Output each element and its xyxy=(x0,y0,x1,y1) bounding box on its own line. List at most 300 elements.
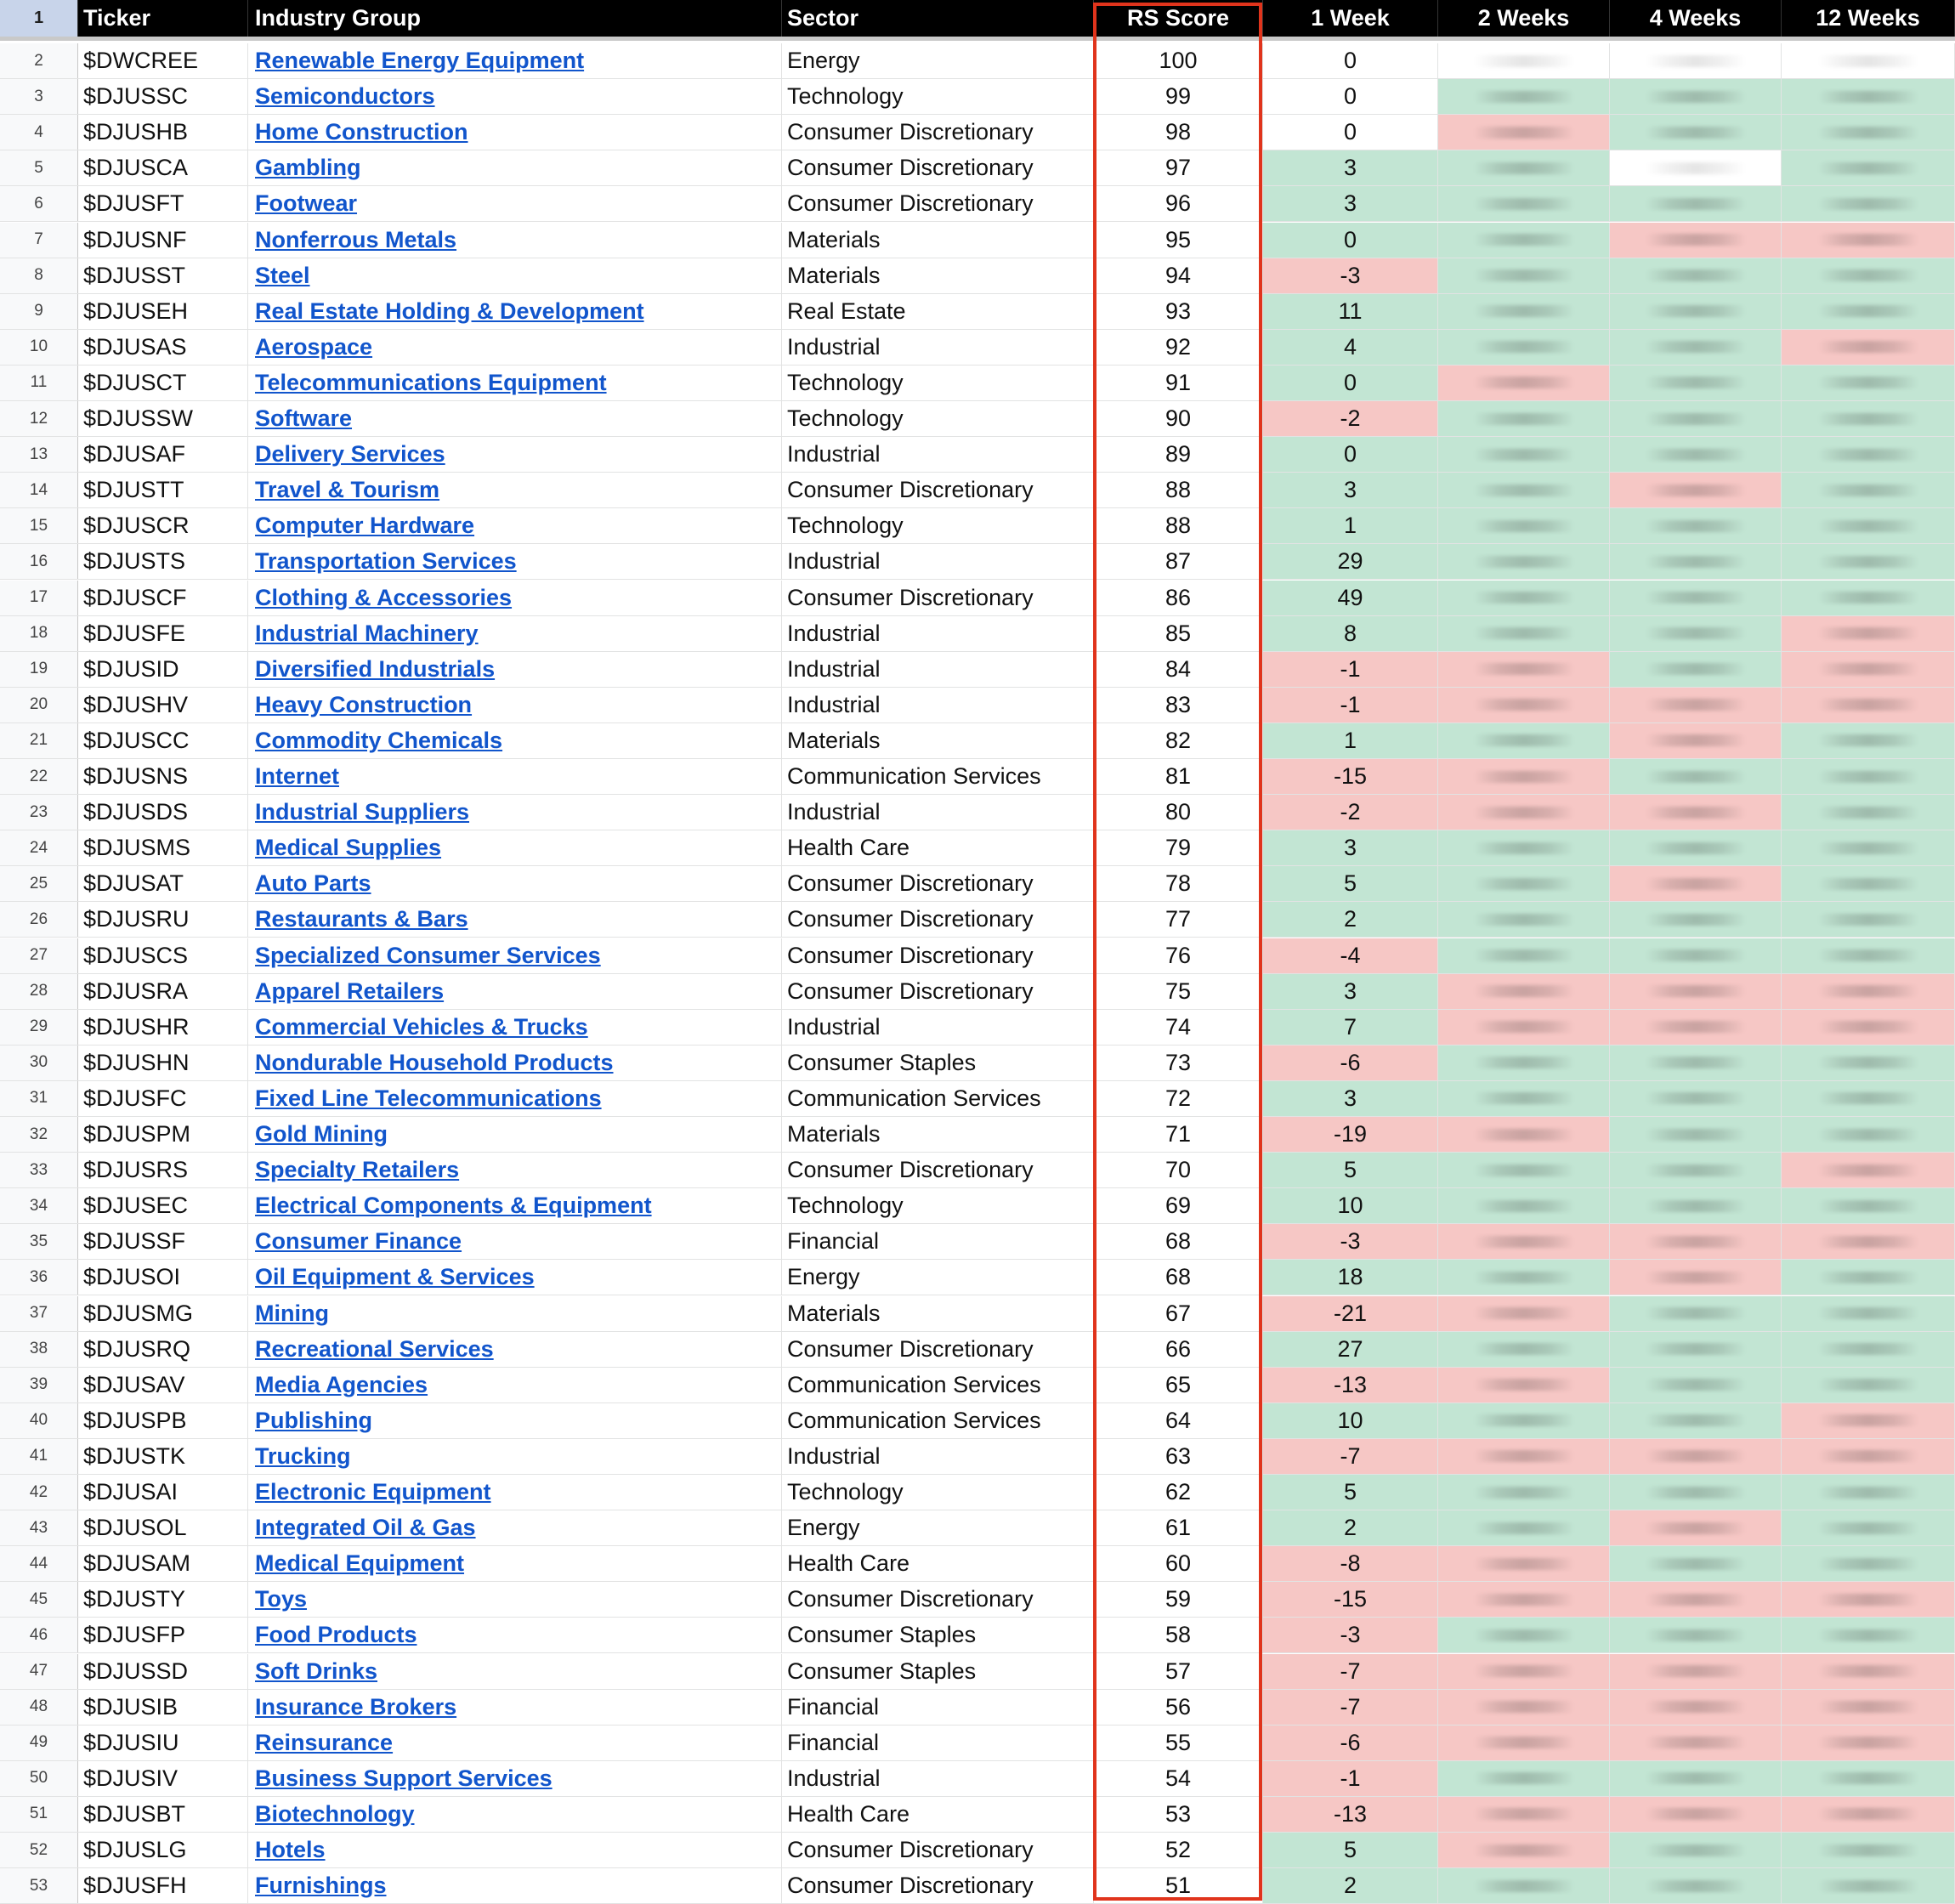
ticker-cell[interactable]: $DJUSMG xyxy=(78,1296,248,1331)
column-header-12-weeks[interactable]: 12 Weeks xyxy=(1782,0,1955,37)
rs-score-cell[interactable]: 54 xyxy=(1094,1761,1263,1796)
weeks12-change-cell[interactable] xyxy=(1782,1117,1955,1152)
rs-score-cell[interactable]: 88 xyxy=(1094,508,1263,543)
sector-cell[interactable]: Technology xyxy=(782,508,1094,543)
sector-cell[interactable]: Technology xyxy=(782,401,1094,436)
weeks4-change-cell[interactable] xyxy=(1610,1654,1782,1689)
row-number[interactable]: 25 xyxy=(0,866,78,901)
rs-score-cell[interactable]: 84 xyxy=(1094,652,1263,687)
weeks2-change-cell[interactable] xyxy=(1438,974,1610,1009)
weeks4-change-cell[interactable] xyxy=(1610,294,1782,329)
weeks2-change-cell[interactable] xyxy=(1438,795,1610,830)
rs-score-cell[interactable]: 63 xyxy=(1094,1439,1263,1474)
rs-score-cell[interactable]: 96 xyxy=(1094,186,1263,221)
weeks4-change-cell[interactable] xyxy=(1610,115,1782,150)
rs-score-cell[interactable]: 85 xyxy=(1094,616,1263,651)
weeks4-change-cell[interactable] xyxy=(1610,473,1782,507)
industry-group-cell[interactable] xyxy=(248,1403,782,1438)
weeks12-change-cell[interactable] xyxy=(1782,150,1955,185)
ticker-cell[interactable]: $DJUSTT xyxy=(78,473,248,507)
weeks12-change-cell[interactable] xyxy=(1782,1726,1955,1760)
row-number[interactable]: 36 xyxy=(0,1260,78,1295)
weeks12-change-cell[interactable] xyxy=(1782,43,1955,78)
week1-change-cell[interactable]: 5 xyxy=(1263,1153,1438,1187)
weeks2-change-cell[interactable] xyxy=(1438,366,1610,400)
weeks4-change-cell[interactable] xyxy=(1610,1081,1782,1116)
industry-group-cell[interactable] xyxy=(248,1439,782,1474)
weeks2-change-cell[interactable] xyxy=(1438,473,1610,507)
weeks12-change-cell[interactable] xyxy=(1782,1475,1955,1510)
industry-group-link[interactable]: Footwear xyxy=(255,190,358,217)
row-number[interactable]: 48 xyxy=(0,1690,78,1725)
ticker-cell[interactable]: $DJUSTS xyxy=(78,544,248,579)
weeks4-change-cell[interactable] xyxy=(1610,223,1782,258)
industry-group-link[interactable]: Furnishings xyxy=(255,1873,387,1899)
rs-score-cell[interactable]: 62 xyxy=(1094,1475,1263,1510)
week1-change-cell[interactable]: 3 xyxy=(1263,830,1438,865)
industry-group-link[interactable]: Publishing xyxy=(255,1407,372,1433)
sector-cell[interactable]: Consumer Staples xyxy=(782,1618,1094,1652)
weeks4-change-cell[interactable] xyxy=(1610,688,1782,722)
ticker-cell[interactable]: $DJUSCS xyxy=(78,938,248,973)
ticker-cell[interactable]: $DJUSNF xyxy=(78,223,248,258)
row-number[interactable]: 40 xyxy=(0,1403,78,1438)
weeks2-change-cell[interactable] xyxy=(1438,437,1610,472)
weeks12-change-cell[interactable] xyxy=(1782,759,1955,794)
weeks2-change-cell[interactable] xyxy=(1438,150,1610,185)
week1-change-cell[interactable]: 2 xyxy=(1263,1510,1438,1545)
week1-change-cell[interactable]: 0 xyxy=(1263,437,1438,472)
week1-change-cell[interactable]: 3 xyxy=(1263,150,1438,185)
sector-cell[interactable]: Materials xyxy=(782,723,1094,758)
weeks4-change-cell[interactable] xyxy=(1610,1726,1782,1760)
weeks12-change-cell[interactable] xyxy=(1782,1081,1955,1116)
week1-change-cell[interactable]: -15 xyxy=(1263,1582,1438,1617)
industry-group-link[interactable]: Insurance Brokers xyxy=(255,1693,457,1720)
sector-cell[interactable]: Industrial xyxy=(782,1761,1094,1796)
sector-cell[interactable]: Health Care xyxy=(782,830,1094,865)
industry-group-link[interactable]: Fixed Line Telecommunications xyxy=(255,1085,602,1111)
weeks12-change-cell[interactable] xyxy=(1782,1439,1955,1474)
weeks12-change-cell[interactable] xyxy=(1782,437,1955,472)
sector-cell[interactable]: Energy xyxy=(782,1510,1094,1545)
weeks2-change-cell[interactable] xyxy=(1438,294,1610,329)
row-number[interactable]: 4 xyxy=(0,115,78,150)
industry-group-cell[interactable] xyxy=(248,938,782,973)
industry-group-cell[interactable] xyxy=(248,1690,782,1725)
week1-change-cell[interactable]: 2 xyxy=(1263,1868,1438,1903)
weeks4-change-cell[interactable] xyxy=(1610,150,1782,185)
industry-group-cell[interactable] xyxy=(248,795,782,830)
ticker-cell[interactable]: $DJUSEC xyxy=(78,1188,248,1223)
industry-group-cell[interactable] xyxy=(248,1188,782,1223)
ticker-cell[interactable]: $DJUSSW xyxy=(78,401,248,436)
rs-score-cell[interactable]: 93 xyxy=(1094,294,1263,329)
industry-group-cell[interactable] xyxy=(248,1260,782,1295)
week1-change-cell[interactable]: 49 xyxy=(1263,581,1438,615)
weeks4-change-cell[interactable] xyxy=(1610,1260,1782,1295)
rs-score-cell[interactable]: 68 xyxy=(1094,1224,1263,1259)
sector-cell[interactable]: Industrial xyxy=(782,795,1094,830)
weeks12-change-cell[interactable] xyxy=(1782,401,1955,436)
ticker-cell[interactable]: $DJUSSD xyxy=(78,1654,248,1689)
industry-group-link[interactable]: Soft Drinks xyxy=(255,1658,378,1684)
weeks2-change-cell[interactable] xyxy=(1438,1010,1610,1045)
row-number[interactable]: 46 xyxy=(0,1618,78,1652)
weeks2-change-cell[interactable] xyxy=(1438,1833,1610,1867)
weeks4-change-cell[interactable] xyxy=(1610,401,1782,436)
weeks2-change-cell[interactable] xyxy=(1438,1081,1610,1116)
industry-group-link[interactable]: Nondurable Household Products xyxy=(255,1049,614,1075)
weeks4-change-cell[interactable] xyxy=(1610,866,1782,901)
sector-cell[interactable]: Consumer Staples xyxy=(782,1654,1094,1689)
week1-change-cell[interactable]: 1 xyxy=(1263,723,1438,758)
industry-group-link[interactable]: Home Construction xyxy=(255,119,468,145)
row-number[interactable]: 11 xyxy=(0,366,78,400)
rs-score-cell[interactable]: 57 xyxy=(1094,1654,1263,1689)
weeks2-change-cell[interactable] xyxy=(1438,688,1610,722)
week1-change-cell[interactable]: 10 xyxy=(1263,1188,1438,1223)
industry-group-link[interactable]: Business Support Services xyxy=(255,1765,552,1791)
industry-group-link[interactable]: Integrated Oil & Gas xyxy=(255,1515,476,1541)
sector-cell[interactable]: Materials xyxy=(782,258,1094,293)
row-number[interactable]: 51 xyxy=(0,1797,78,1832)
sector-cell[interactable]: Industrial xyxy=(782,652,1094,687)
weeks2-change-cell[interactable] xyxy=(1438,1368,1610,1402)
weeks12-change-cell[interactable] xyxy=(1782,115,1955,150)
row-number[interactable]: 8 xyxy=(0,258,78,293)
ticker-cell[interactable]: $DJUSPB xyxy=(78,1403,248,1438)
row-number[interactable]: 43 xyxy=(0,1510,78,1545)
industry-group-link[interactable]: Electrical Components & Equipment xyxy=(255,1193,652,1219)
industry-group-link[interactable]: Travel & Tourism xyxy=(255,477,440,503)
weeks2-change-cell[interactable] xyxy=(1438,1296,1610,1331)
row-number[interactable]: 42 xyxy=(0,1475,78,1510)
sector-cell[interactable]: Consumer Discretionary xyxy=(782,938,1094,973)
industry-group-link[interactable]: Food Products xyxy=(255,1622,417,1648)
weeks12-change-cell[interactable] xyxy=(1782,1296,1955,1331)
sector-cell[interactable]: Consumer Discretionary xyxy=(782,1582,1094,1617)
ticker-cell[interactable]: $DJUSRU xyxy=(78,902,248,937)
row-number[interactable]: 53 xyxy=(0,1868,78,1903)
industry-group-link[interactable]: Real Estate Holding & Development xyxy=(255,298,644,324)
sector-cell[interactable]: Financial xyxy=(782,1690,1094,1725)
week1-change-cell[interactable]: 0 xyxy=(1263,115,1438,150)
row-number[interactable]: 50 xyxy=(0,1761,78,1796)
weeks4-change-cell[interactable] xyxy=(1610,1332,1782,1367)
week1-change-cell[interactable]: -3 xyxy=(1263,1618,1438,1652)
industry-group-link[interactable]: Software xyxy=(255,405,353,431)
weeks4-change-cell[interactable] xyxy=(1610,1510,1782,1545)
week1-change-cell[interactable]: 3 xyxy=(1263,186,1438,221)
ticker-cell[interactable]: $DJUSMS xyxy=(78,830,248,865)
ticker-cell[interactable]: $DJUSHB xyxy=(78,115,248,150)
weeks2-change-cell[interactable] xyxy=(1438,186,1610,221)
row-number[interactable]: 2 xyxy=(0,43,78,78)
week1-change-cell[interactable]: 0 xyxy=(1263,43,1438,78)
sector-cell[interactable]: Technology xyxy=(782,79,1094,114)
industry-group-cell[interactable] xyxy=(248,1761,782,1796)
row-number[interactable]: 37 xyxy=(0,1296,78,1331)
industry-group-link[interactable]: Nonferrous Metals xyxy=(255,226,457,252)
industry-group-link[interactable]: Internet xyxy=(255,763,340,789)
weeks12-change-cell[interactable] xyxy=(1782,830,1955,865)
sector-cell[interactable]: Technology xyxy=(782,366,1094,400)
rs-score-cell[interactable]: 83 xyxy=(1094,688,1263,722)
weeks12-change-cell[interactable] xyxy=(1782,508,1955,543)
industry-group-cell[interactable] xyxy=(248,1618,782,1652)
industry-group-link[interactable]: Hotels xyxy=(255,1837,326,1862)
week1-change-cell[interactable]: -15 xyxy=(1263,759,1438,794)
industry-group-cell[interactable] xyxy=(248,1332,782,1367)
ticker-cell[interactable]: $DJUSCR xyxy=(78,508,248,543)
ticker-cell[interactable]: $DJUSHR xyxy=(78,1010,248,1045)
ticker-cell[interactable]: $DJUSRA xyxy=(78,974,248,1009)
weeks4-change-cell[interactable] xyxy=(1610,1224,1782,1259)
weeks2-change-cell[interactable] xyxy=(1438,1117,1610,1152)
industry-group-link[interactable]: Medical Equipment xyxy=(255,1550,465,1577)
industry-group-link[interactable]: Transportation Services xyxy=(255,548,517,575)
industry-group-link[interactable]: Biotechnology xyxy=(255,1800,415,1827)
rs-score-cell[interactable]: 88 xyxy=(1094,473,1263,507)
column-header-rs-score[interactable]: RS Score xyxy=(1094,0,1263,37)
column-header-4-weeks[interactable]: 4 Weeks xyxy=(1610,0,1782,37)
week1-change-cell[interactable]: -13 xyxy=(1263,1797,1438,1832)
rs-score-cell[interactable]: 94 xyxy=(1094,258,1263,293)
weeks12-change-cell[interactable] xyxy=(1782,1761,1955,1796)
weeks4-change-cell[interactable] xyxy=(1610,759,1782,794)
rs-score-cell[interactable]: 78 xyxy=(1094,866,1263,901)
week1-change-cell[interactable]: -21 xyxy=(1263,1296,1438,1331)
week1-change-cell[interactable]: -7 xyxy=(1263,1439,1438,1474)
industry-group-link[interactable]: Diversified Industrials xyxy=(255,655,496,682)
weeks2-change-cell[interactable] xyxy=(1438,866,1610,901)
industry-group-link[interactable]: Industrial Suppliers xyxy=(255,799,470,825)
rs-score-cell[interactable]: 61 xyxy=(1094,1510,1263,1545)
weeks2-change-cell[interactable] xyxy=(1438,1046,1610,1080)
week1-change-cell[interactable]: -6 xyxy=(1263,1046,1438,1080)
industry-group-cell[interactable] xyxy=(248,1833,782,1867)
weeks12-change-cell[interactable] xyxy=(1782,1403,1955,1438)
week1-change-cell[interactable]: 7 xyxy=(1263,1010,1438,1045)
sector-cell[interactable]: Consumer Discretionary xyxy=(782,115,1094,150)
week1-change-cell[interactable]: 18 xyxy=(1263,1260,1438,1295)
ticker-cell[interactable]: $DJUSST xyxy=(78,258,248,293)
weeks2-change-cell[interactable] xyxy=(1438,1224,1610,1259)
rs-score-cell[interactable]: 58 xyxy=(1094,1618,1263,1652)
industry-group-link[interactable]: Commercial Vehicles & Trucks xyxy=(255,1013,588,1040)
week1-change-cell[interactable]: 5 xyxy=(1263,1833,1438,1867)
row-number[interactable]: 49 xyxy=(0,1726,78,1760)
sector-cell[interactable]: Energy xyxy=(782,43,1094,78)
sector-cell[interactable]: Consumer Discretionary xyxy=(782,581,1094,615)
weeks2-change-cell[interactable] xyxy=(1438,1260,1610,1295)
weeks2-change-cell[interactable] xyxy=(1438,1153,1610,1187)
ticker-cell[interactable]: $DJUSEH xyxy=(78,294,248,329)
weeks12-change-cell[interactable] xyxy=(1782,366,1955,400)
weeks2-change-cell[interactable] xyxy=(1438,581,1610,615)
weeks2-change-cell[interactable] xyxy=(1438,830,1610,865)
sector-cell[interactable]: Consumer Discretionary xyxy=(782,150,1094,185)
industry-group-cell[interactable] xyxy=(248,723,782,758)
weeks4-change-cell[interactable] xyxy=(1610,581,1782,615)
industry-group-link[interactable]: Gambling xyxy=(255,155,361,181)
week1-change-cell[interactable]: -3 xyxy=(1263,258,1438,293)
row-number-header[interactable]: 1 xyxy=(0,0,78,37)
ticker-cell[interactable]: $DJUSHV xyxy=(78,688,248,722)
ticker-cell[interactable]: $DJUSBT xyxy=(78,1797,248,1832)
industry-group-link[interactable]: Delivery Services xyxy=(255,441,445,468)
week1-change-cell[interactable]: -1 xyxy=(1263,688,1438,722)
weeks2-change-cell[interactable] xyxy=(1438,759,1610,794)
sector-cell[interactable]: Industrial xyxy=(782,1439,1094,1474)
week1-change-cell[interactable]: 11 xyxy=(1263,294,1438,329)
weeks12-change-cell[interactable] xyxy=(1782,616,1955,651)
week1-change-cell[interactable]: -2 xyxy=(1263,401,1438,436)
row-number[interactable]: 13 xyxy=(0,437,78,472)
industry-group-cell[interactable] xyxy=(248,1296,782,1331)
weeks12-change-cell[interactable] xyxy=(1782,1368,1955,1402)
industry-group-link[interactable]: Recreational Services xyxy=(255,1335,494,1362)
rs-score-cell[interactable]: 75 xyxy=(1094,974,1263,1009)
rs-score-cell[interactable]: 100 xyxy=(1094,43,1263,78)
industry-group-cell[interactable] xyxy=(248,1797,782,1832)
sector-cell[interactable]: Industrial xyxy=(782,616,1094,651)
row-number[interactable]: 39 xyxy=(0,1368,78,1402)
weeks4-change-cell[interactable] xyxy=(1610,1761,1782,1796)
column-header-sector[interactable]: Sector xyxy=(782,0,1094,37)
sector-cell[interactable]: Health Care xyxy=(782,1546,1094,1581)
industry-group-cell[interactable] xyxy=(248,581,782,615)
weeks4-change-cell[interactable] xyxy=(1610,1868,1782,1903)
weeks2-change-cell[interactable] xyxy=(1438,1726,1610,1760)
industry-group-link[interactable]: Gold Mining xyxy=(255,1121,388,1147)
week1-change-cell[interactable]: -7 xyxy=(1263,1690,1438,1725)
week1-change-cell[interactable]: -7 xyxy=(1263,1654,1438,1689)
rs-score-cell[interactable]: 79 xyxy=(1094,830,1263,865)
rs-score-cell[interactable]: 70 xyxy=(1094,1153,1263,1187)
rs-score-cell[interactable]: 67 xyxy=(1094,1296,1263,1331)
sector-cell[interactable]: Industrial xyxy=(782,330,1094,365)
row-number[interactable]: 27 xyxy=(0,938,78,973)
sector-cell[interactable]: Financial xyxy=(782,1224,1094,1259)
row-number[interactable]: 3 xyxy=(0,79,78,114)
rs-score-cell[interactable]: 59 xyxy=(1094,1582,1263,1617)
industry-group-cell[interactable] xyxy=(248,652,782,687)
weeks2-change-cell[interactable] xyxy=(1438,223,1610,258)
weeks4-change-cell[interactable] xyxy=(1610,330,1782,365)
week1-change-cell[interactable]: -3 xyxy=(1263,1224,1438,1259)
weeks4-change-cell[interactable] xyxy=(1610,1368,1782,1402)
weeks12-change-cell[interactable] xyxy=(1782,1510,1955,1545)
industry-group-cell[interactable] xyxy=(248,1224,782,1259)
ticker-cell[interactable]: $DJUSHN xyxy=(78,1046,248,1080)
industry-group-link[interactable]: Toys xyxy=(255,1586,308,1612)
sector-cell[interactable]: Consumer Discretionary xyxy=(782,473,1094,507)
rs-score-cell[interactable]: 95 xyxy=(1094,223,1263,258)
sector-cell[interactable]: Communication Services xyxy=(782,1403,1094,1438)
column-header-ticker[interactable]: Ticker xyxy=(78,0,248,37)
rs-score-cell[interactable]: 71 xyxy=(1094,1117,1263,1152)
weeks4-change-cell[interactable] xyxy=(1610,186,1782,221)
industry-group-cell[interactable] xyxy=(248,473,782,507)
ticker-cell[interactable]: $DJUSIV xyxy=(78,1761,248,1796)
ticker-cell[interactable]: $DJUSOL xyxy=(78,1510,248,1545)
row-number[interactable]: 24 xyxy=(0,830,78,865)
sector-cell[interactable]: Consumer Discretionary xyxy=(782,186,1094,221)
week1-change-cell[interactable]: 5 xyxy=(1263,866,1438,901)
weeks12-change-cell[interactable] xyxy=(1782,1010,1955,1045)
weeks4-change-cell[interactable] xyxy=(1610,616,1782,651)
row-number[interactable]: 30 xyxy=(0,1046,78,1080)
weeks12-change-cell[interactable] xyxy=(1782,902,1955,937)
weeks2-change-cell[interactable] xyxy=(1438,616,1610,651)
row-number[interactable]: 52 xyxy=(0,1833,78,1867)
ticker-cell[interactable]: $DJUSID xyxy=(78,652,248,687)
week1-change-cell[interactable]: 3 xyxy=(1263,473,1438,507)
row-number[interactable]: 26 xyxy=(0,902,78,937)
sector-cell[interactable]: Consumer Discretionary xyxy=(782,1332,1094,1367)
row-number[interactable]: 9 xyxy=(0,294,78,329)
rs-score-cell[interactable]: 99 xyxy=(1094,79,1263,114)
week1-change-cell[interactable]: -6 xyxy=(1263,1726,1438,1760)
weeks12-change-cell[interactable] xyxy=(1782,79,1955,114)
weeks2-change-cell[interactable] xyxy=(1438,938,1610,973)
industry-group-cell[interactable] xyxy=(248,688,782,722)
industry-group-link[interactable]: Renewable Energy Equipment xyxy=(255,48,585,73)
industry-group-cell[interactable] xyxy=(248,1510,782,1545)
row-number[interactable]: 31 xyxy=(0,1081,78,1116)
ticker-cell[interactable]: $DJUSNS xyxy=(78,759,248,794)
row-number[interactable]: 28 xyxy=(0,974,78,1009)
weeks12-change-cell[interactable] xyxy=(1782,1797,1955,1832)
weeks2-change-cell[interactable] xyxy=(1438,1618,1610,1652)
row-number[interactable]: 45 xyxy=(0,1582,78,1617)
row-number[interactable]: 23 xyxy=(0,795,78,830)
ticker-cell[interactable]: $DJUSTK xyxy=(78,1439,248,1474)
row-number[interactable]: 19 xyxy=(0,652,78,687)
weeks12-change-cell[interactable] xyxy=(1782,1153,1955,1187)
weeks4-change-cell[interactable] xyxy=(1610,1046,1782,1080)
row-number[interactable]: 44 xyxy=(0,1546,78,1581)
weeks2-change-cell[interactable] xyxy=(1438,1654,1610,1689)
rs-score-cell[interactable]: 90 xyxy=(1094,401,1263,436)
ticker-cell[interactable]: $DJUSCC xyxy=(78,723,248,758)
weeks12-change-cell[interactable] xyxy=(1782,1690,1955,1725)
industry-group-cell[interactable] xyxy=(248,1153,782,1187)
weeks12-change-cell[interactable] xyxy=(1782,938,1955,973)
ticker-cell[interactable]: $DJUSSF xyxy=(78,1224,248,1259)
row-number[interactable]: 47 xyxy=(0,1654,78,1689)
industry-group-cell[interactable] xyxy=(248,186,782,221)
industry-group-cell[interactable] xyxy=(248,150,782,185)
weeks2-change-cell[interactable] xyxy=(1438,1188,1610,1223)
industry-group-cell[interactable] xyxy=(248,616,782,651)
weeks2-change-cell[interactable] xyxy=(1438,902,1610,937)
ticker-cell[interactable]: $DJUSCA xyxy=(78,150,248,185)
weeks2-change-cell[interactable] xyxy=(1438,544,1610,579)
ticker-cell[interactable]: $DJUSAT xyxy=(78,866,248,901)
industry-group-link[interactable]: Oil Equipment & Services xyxy=(255,1264,535,1290)
rs-score-cell[interactable]: 92 xyxy=(1094,330,1263,365)
industry-group-cell[interactable] xyxy=(248,866,782,901)
weeks12-change-cell[interactable] xyxy=(1782,795,1955,830)
ticker-cell[interactable]: $DJUSSC xyxy=(78,79,248,114)
industry-group-link[interactable]: Steel xyxy=(255,262,310,288)
industry-group-cell[interactable] xyxy=(248,508,782,543)
industry-group-cell[interactable] xyxy=(248,544,782,579)
sector-cell[interactable]: Consumer Staples xyxy=(782,1046,1094,1080)
